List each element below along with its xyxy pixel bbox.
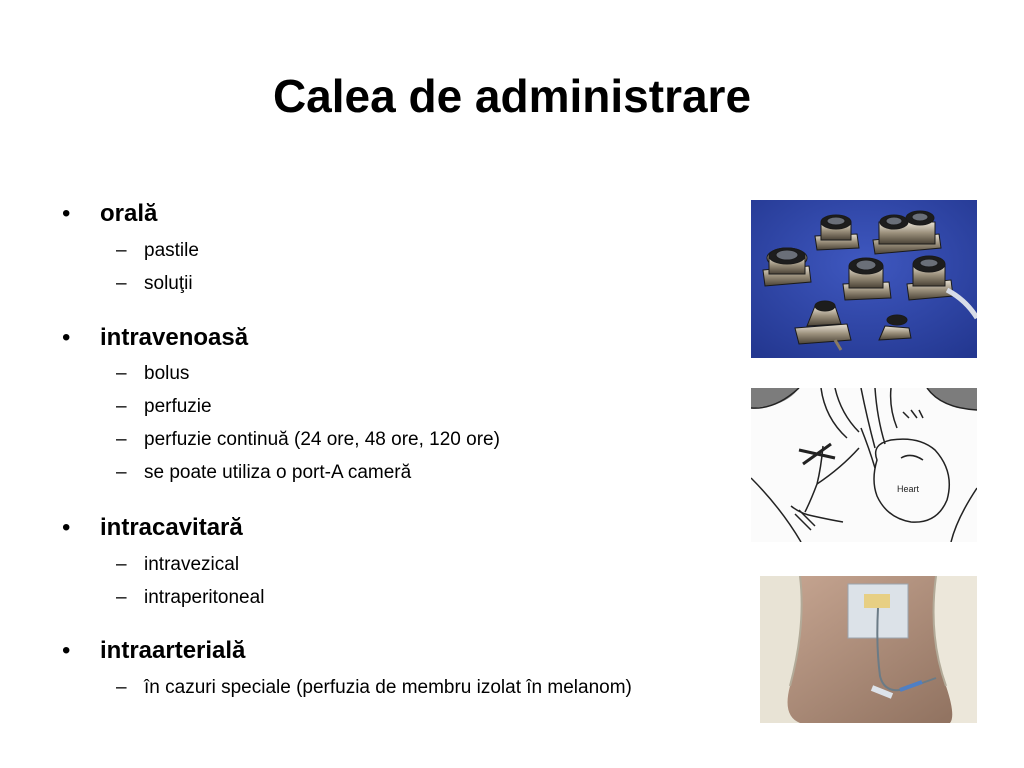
bullet-label: intracavitară	[100, 514, 243, 541]
sub-item-label: intraperitoneal	[144, 587, 265, 608]
dash-marker: –	[116, 429, 127, 450]
sub-item-label: în cazuri speciale (perfuzia de membru izolat în melanom)	[144, 677, 632, 698]
dash-marker: –	[116, 363, 127, 384]
dash-marker: –	[116, 273, 127, 294]
sub-item-label: bolus	[144, 363, 190, 384]
port-devices-photo	[751, 200, 977, 358]
sub-item-label: perfuzie	[144, 396, 212, 417]
sub-item-label: soluţii	[144, 273, 193, 294]
dash-marker: –	[116, 462, 127, 483]
heart-catheter-diagram	[751, 388, 977, 542]
port-devices-illustration	[751, 200, 977, 358]
dash-marker: –	[116, 396, 127, 417]
sub-item-label: intravezical	[144, 554, 240, 575]
bullet-label: intraarterială	[100, 637, 246, 664]
bullet-marker: •	[62, 200, 71, 227]
heart-label: Heart	[897, 484, 920, 494]
patient-infusion-photo	[760, 576, 977, 723]
bullet-marker: •	[62, 324, 71, 351]
sub-item-label: perfuzie continuă (24 ore, 48 ore, 120 ore)	[144, 429, 500, 450]
dash-marker: –	[116, 677, 127, 698]
bullet-marker: •	[62, 637, 71, 664]
dash-marker: –	[116, 554, 127, 575]
bullet-label: intravenoasă	[100, 324, 249, 351]
bullet-marker: •	[62, 514, 71, 541]
bullet-label: orală	[100, 200, 158, 227]
heart-diagram-illustration	[751, 388, 977, 542]
dash-marker: –	[116, 587, 127, 608]
patient-illustration	[760, 576, 977, 723]
dash-marker: –	[116, 240, 127, 261]
sub-item-label: pastile	[144, 240, 199, 261]
sub-item-label: se poate utiliza o port-A cameră	[144, 462, 412, 483]
slide-title: Calea de administrare	[272, 70, 752, 122]
